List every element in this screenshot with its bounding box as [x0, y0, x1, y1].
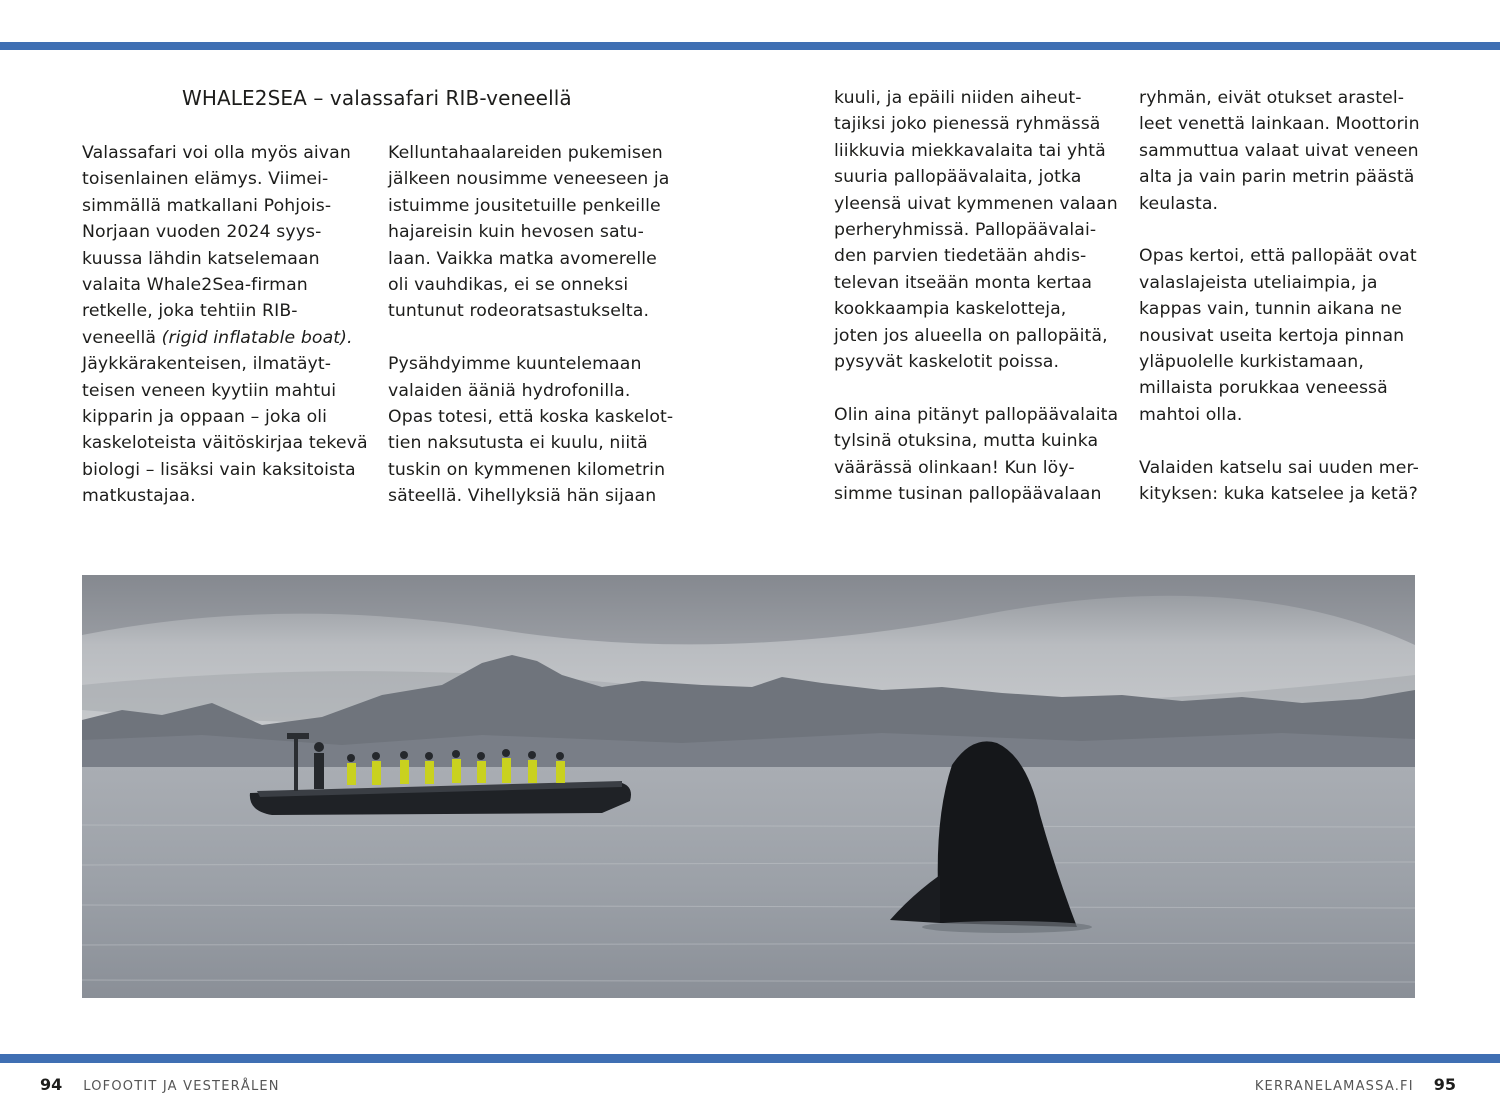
paragraph: Olin aina pitänyt pallopäävalaita tylsinä otuksina, mutta kuinka väärässä olinkaan! Kun löy- simme tusinan pallopäävalaan — [834, 404, 1119, 505]
page-number-right: 95 — [1433, 1075, 1456, 1094]
text-column-4 — [1139, 85, 1439, 534]
website-label: KERRANELAMASSA.FI — [1254, 1079, 1414, 1094]
text-column-3 — [834, 85, 1134, 534]
page-number-left: 94 — [40, 1075, 63, 1094]
text-column-2 — [388, 140, 688, 536]
paragraph: Kelluntahaalareiden pukemisen jälkeen nousimme veneeseen ja istuimme jousitetuille penkeille hajareisin kuin hevosen satu- laan. Vaikka matka avomerelle oli vauhdikas, ei se onneksi tuntunut rodeoratsastukselta. — [388, 143, 670, 322]
italic-phrase: (rigid inflatable boat). — [161, 327, 353, 348]
paragraph: Valaiden katselu sai uuden mer- kityksen: kuka katselee ja ketä? — [1139, 457, 1419, 505]
paragraph: kuuli, ja epäili niiden aiheut- tajiksi joko pienessä ryhmässä liikkuvia miekkavalaita tai yhtä suuria pallopäävalaita, jotka yleensä uivat kymmenen valaan perheryhmissä. Pallopäävalai- den parvien tiedetään ahdis- televan itseään monta kertaa kookkaampia kaskelotteja, joten jos alueella on pallopäitä, pysyvät kaskelotit poissa. — [834, 88, 1118, 373]
whale-boat-photo — [82, 575, 1415, 998]
text-column-1 — [82, 140, 382, 536]
paragraph: Pysähdyimme kuuntelemaan valaiden ääniä hydrofonilla. Opas totesi, että koska kaskelot- tien naksutusta ei kuulu, niitä tuskin on kymmenen kilometrin säteellä. Vihellyksiä hän sijaan — [388, 354, 674, 507]
top-accent-bar — [0, 42, 1500, 50]
paragraph: ryhmän, eivät otukset arastel- leet venettä lainkaan. Moottorin sammuttua valaat uivat veneen alta ja vain parin metrin päästä keulasta. — [1139, 88, 1420, 214]
footer-left — [40, 1075, 280, 1095]
footer-right — [1255, 1075, 1456, 1095]
paragraph: Opas kertoi, että pallopäät ovat valaslajeista uteliaimpia, ja kappas vain, tunnin aikana ne nousivat useita kertoja pinnan yläpuolelle kurkistamaan, millaista porukkaa veneessä mahtoi olla. — [1139, 246, 1417, 425]
paragraph: Valassafari voi olla myös aivan toisenlainen elämys. Viimei- simmällä matkallani Pohjois- Norjaan vuoden 2024 syys- kuussa lähdin katselemaan valaita Whale2Sea-firman retkelle, joka tehtiin RIB- veneellä (rigid inflatable boat). Jäykkärakenteisen, ilmatäyt- teisen veneen kyytiin mahtui kipparin ja oppaan – joka oli kaskeloteista väitöskirjaa tekevä biologi – lisäksi vain kaksitoista matkustajaa. — [82, 143, 368, 507]
article-headline: WHALE2SEA – valassafari RIB-veneellä — [182, 86, 572, 110]
section-title: LOFOOTIT JA VESTERÅLEN — [83, 1079, 280, 1094]
bottom-accent-bar — [0, 1054, 1500, 1063]
